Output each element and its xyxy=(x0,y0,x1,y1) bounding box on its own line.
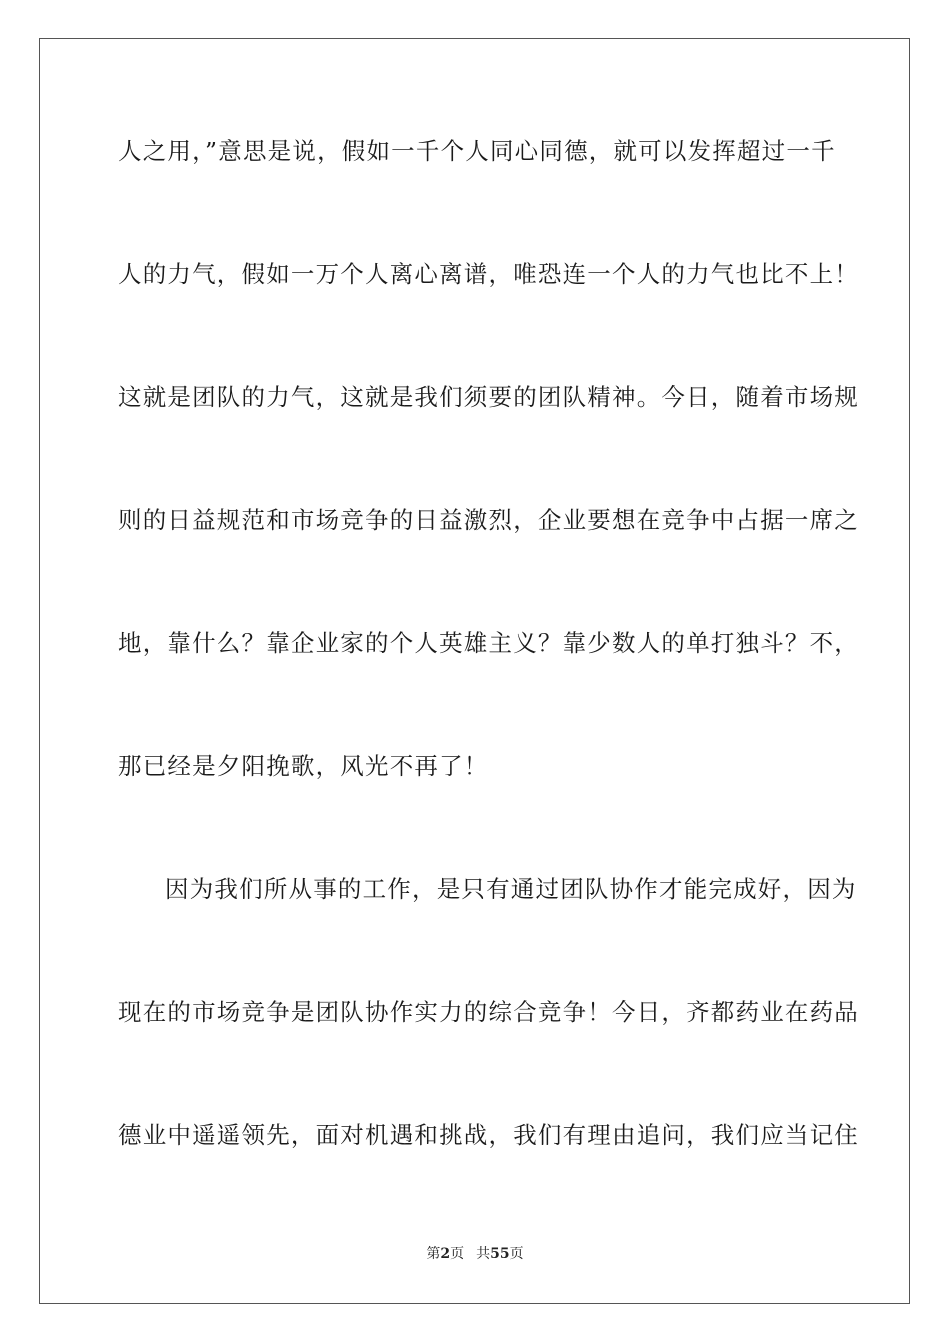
total-suffix: 页 xyxy=(509,1246,524,1262)
paragraph-line-9: 德业中遥遥领先，面对机遇和挑战，我们有理由追问，我们应当记住 xyxy=(118,1121,859,1149)
page-number: 2 xyxy=(440,1246,451,1262)
paragraph-line-1: 人之用，”意思是说，假如一千个人同心同德，就可以发挥超过一千 xyxy=(118,137,836,165)
paragraph-line-5: 地，靠什么？靠企业家的个人英雄主义？靠少数人的单打独斗？不， xyxy=(118,629,859,657)
paragraph-line-6: 那已经是夕阳挽歌，风光不再了！ xyxy=(118,752,489,780)
paragraph-line-3: 这就是团队的力气，这就是我们须要的团队精神。今日，随着市场规 xyxy=(118,383,859,411)
paragraph-line-2: 人的力气，假如一万个人离心离谱，唯恐连一个人的力气也比不上！ xyxy=(118,260,859,288)
total-pages: 55 xyxy=(490,1246,510,1262)
total-prefix: 共 xyxy=(476,1246,491,1262)
paragraph-line-4: 则的日益规范和市场竞争的日益激烈，企业要想在竞争中占据一席之 xyxy=(118,506,859,534)
paragraph-line-8: 现在的市场竞争是团队协作实力的综合竞争！今日，齐都药业在药品 xyxy=(118,998,859,1026)
page-border xyxy=(39,38,910,1304)
page-prefix: 第 xyxy=(426,1246,441,1262)
page-suffix: 页 xyxy=(450,1246,465,1262)
page-footer xyxy=(0,1245,950,1263)
paragraph-line-7: 因为我们所从事的工作，是只有通过团队协作才能完成好，因为 xyxy=(165,875,857,903)
